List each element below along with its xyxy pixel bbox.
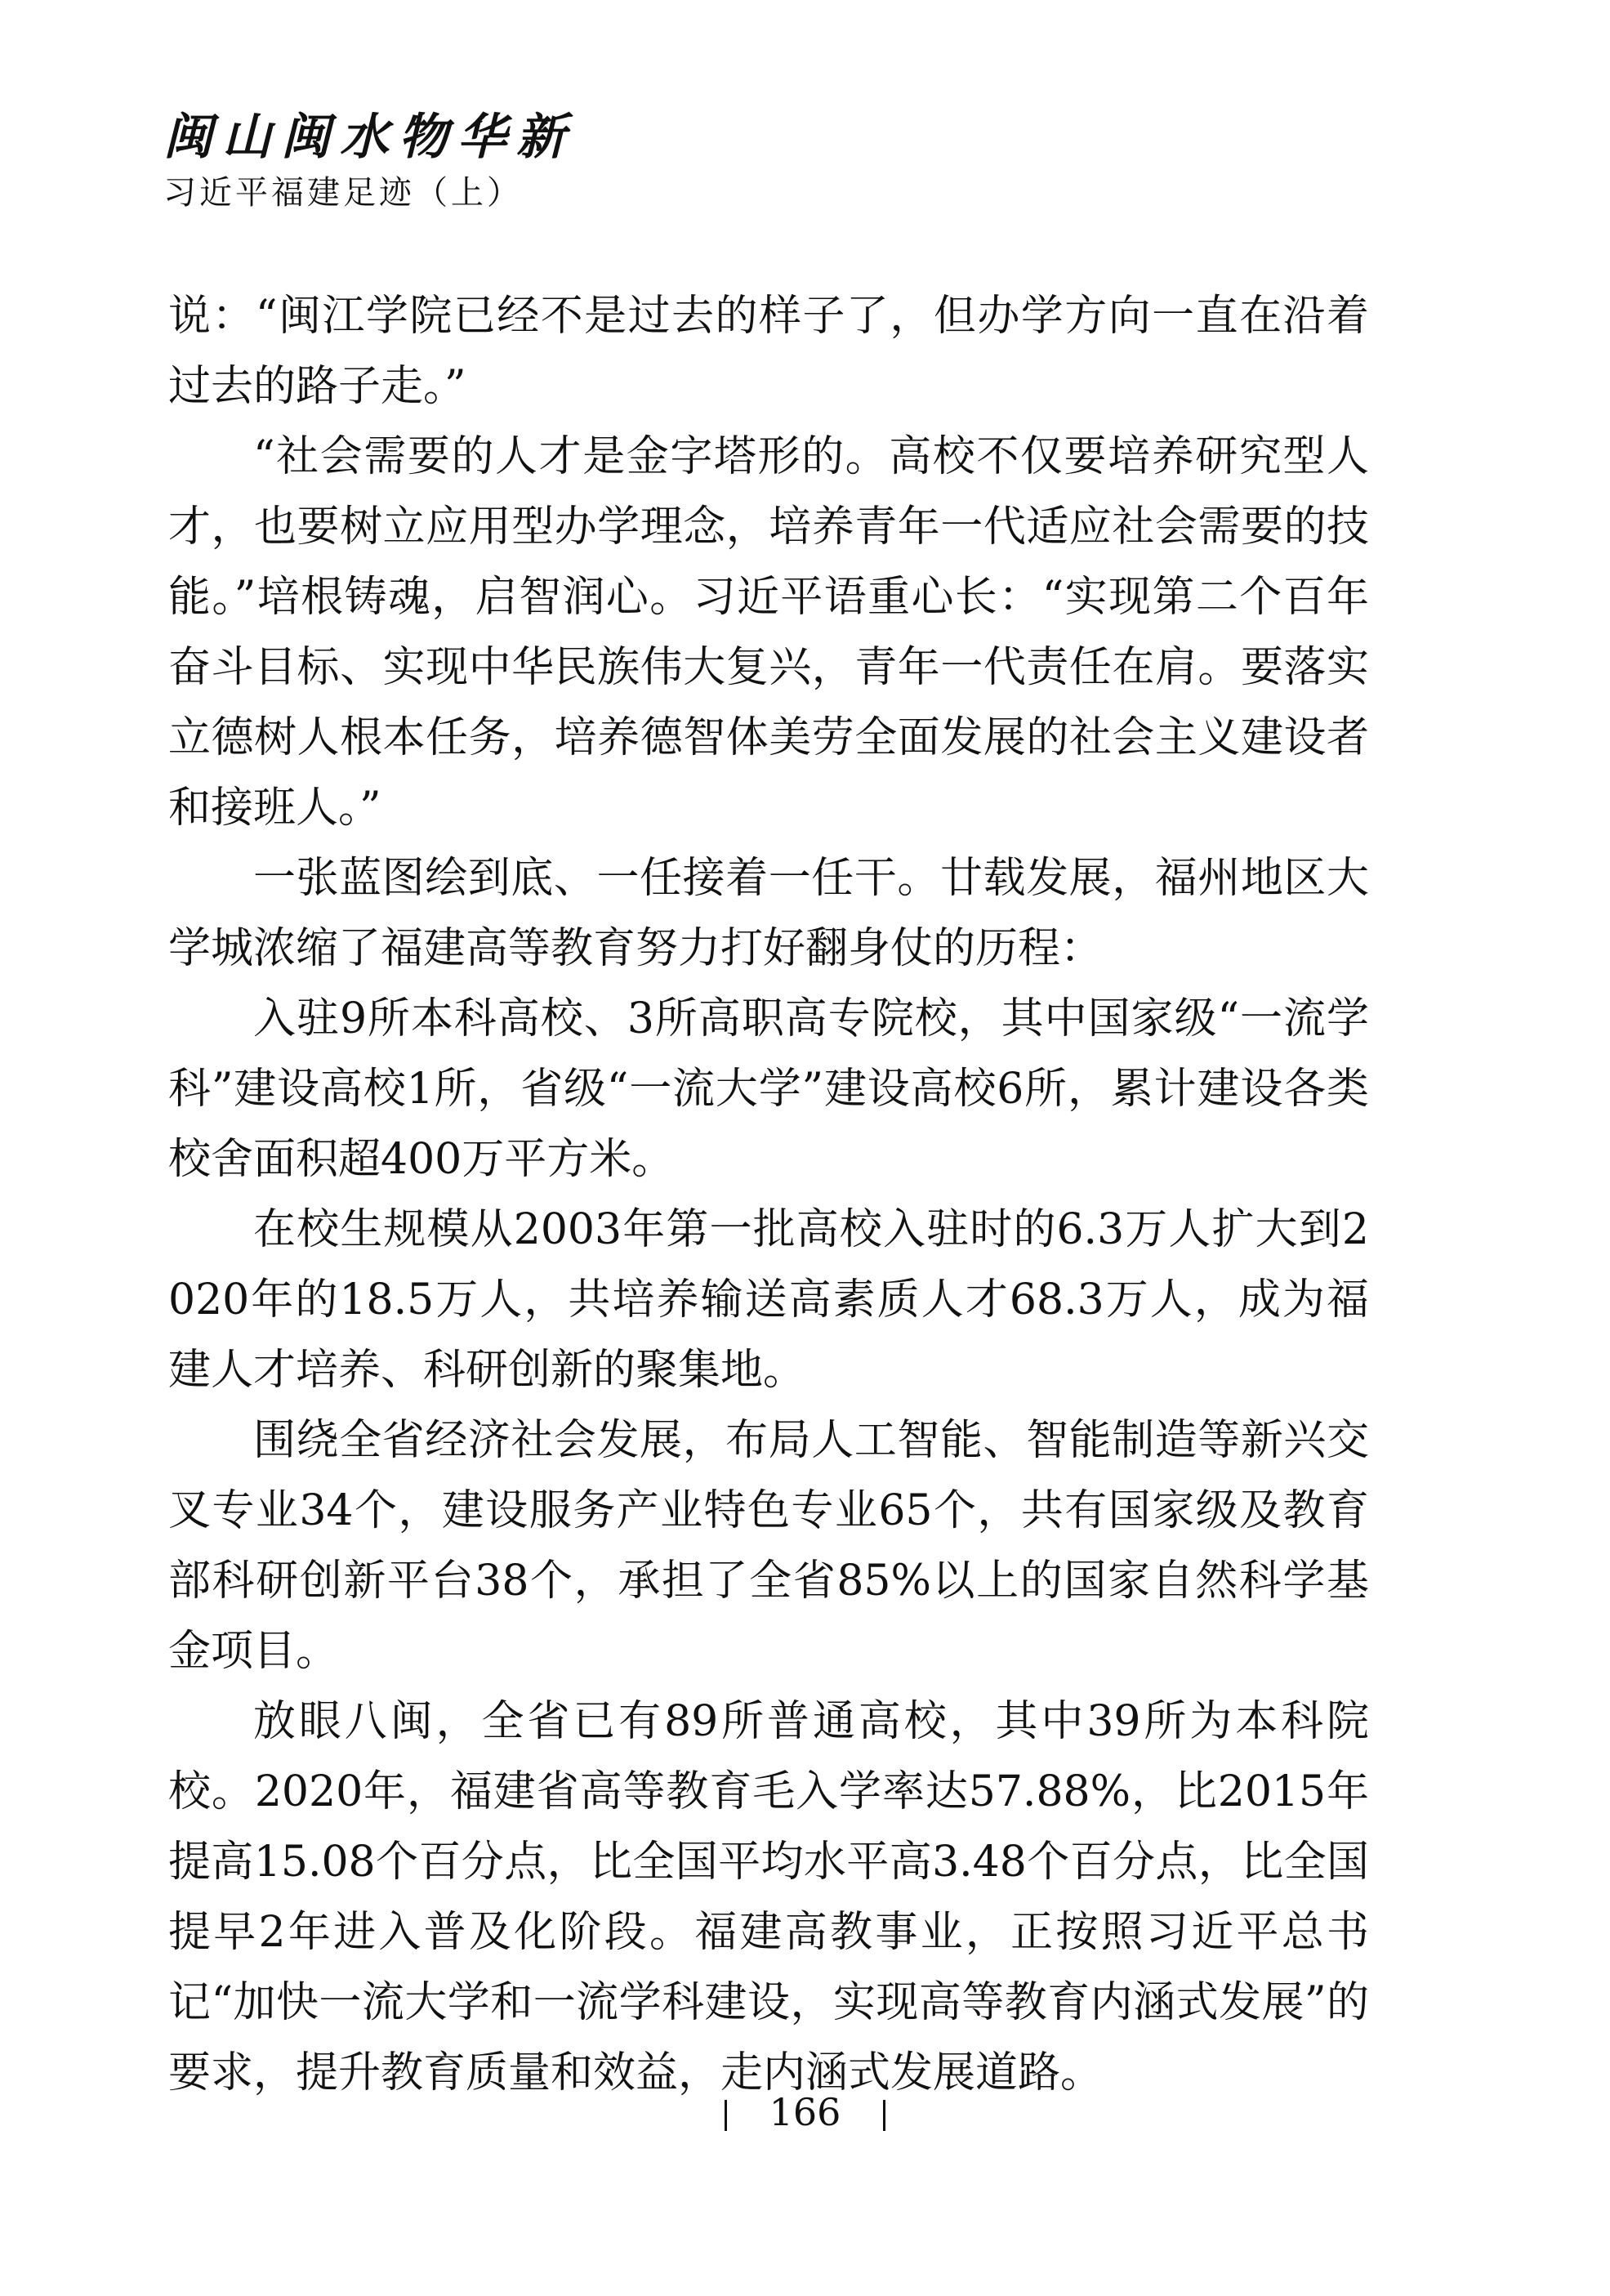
paragraph: 说：“闽江学院已经不是过去的样子了，但办学方向一直在沿着过去的路子走。” xyxy=(168,292,1369,411)
paragraph: 一张蓝图绘到底、一任接着一任干。廿载发展，福州地区大学城浓缩了福建高等教育努力打好翻身仗的历程： xyxy=(168,854,1369,973)
paragraph: 放眼八闽，全省已有89所普通高校，其中39所为本科院校。2020年，福建省高等教育毛入学率达57.88%，比2015年提高15.08个百分点，比全国平均水平高3.48个百分点，比全国提早2年进入普及化阶段。福建高教事业，正按照习近平总书记“加快一流大学和一流学科建设，实现高等教育内涵式发展”的要求，提升教育质量和效益，走内涵式发展道路。 xyxy=(168,1697,1369,2097)
series-title: 闽山闽水物华新 xyxy=(163,109,575,166)
page-number: 166 xyxy=(769,2090,841,2134)
paragraph: 入驻9所本科高校、3所高职高专院校，其中国家级“一流学科”建设高校1所，省级“一流大学”建设高校6所，累计建设各类校舍面积超400万平方米。 xyxy=(168,994,1369,1184)
folio-right-rule xyxy=(883,2100,885,2131)
running-header xyxy=(163,106,575,216)
folio-left-rule xyxy=(725,2100,727,2131)
paragraph: “社会需要的人才是金字塔形的。高校不仅要培养研究型人才，也要树立应用型办学理念，培养青年一代适应社会需要的技能。”培根铸魂，启智润心。习近平语重心长：“实现第二个百年奋斗目标、实现中华民族伟大复兴，青年一代责任在肩。要落实立德树人根本任务，培养德智体美劳全面发展的社会主义建设者和接班人。” xyxy=(168,432,1369,833)
paragraph: 在校生规模从2003年第一批高校入驻时的6.3万人扩大到2020年的18.5万人，共培养输送高素质人才68.3万人，成为福建人才培养、科研创新的聚集地。 xyxy=(168,1205,1369,1395)
paragraph: 围绕全省经济社会发展，布局人工智能、智能制造等新兴交叉专业34个，建设服务产业特色专业65个，共有国家级及教育部科研创新平台38个，承担了全省85%以上的国家自然科学基金项目。 xyxy=(168,1416,1369,1676)
body-text xyxy=(168,281,1369,2108)
book-title: 习近平福建足迹（上） xyxy=(163,174,523,212)
page-footer xyxy=(0,2088,1610,2137)
